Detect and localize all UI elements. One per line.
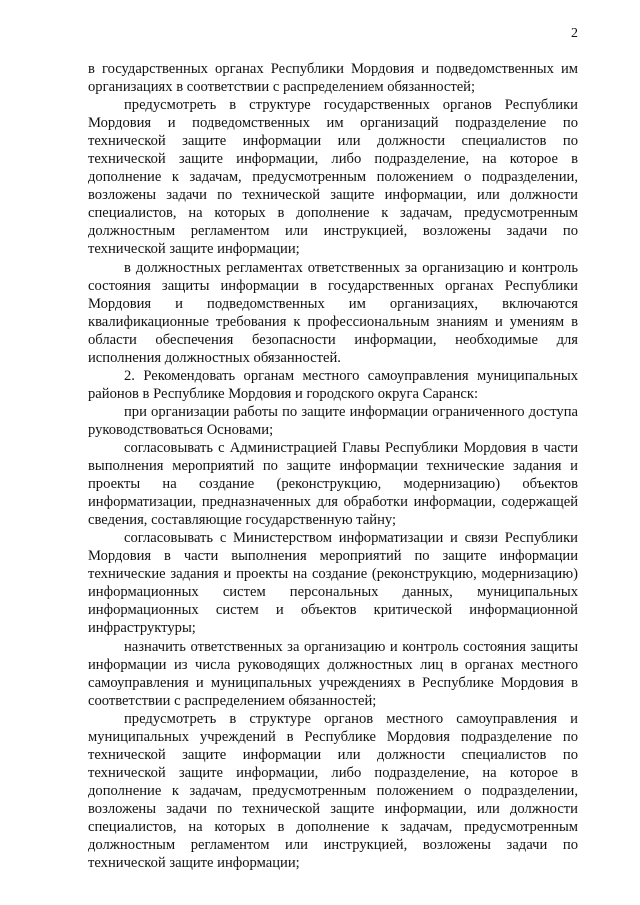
paragraph-structure-state-bodies: предусмотреть в структуре государственных органов Республики Мордовия и подведомственных им организаций подразделение по технической защите информации или должности специалистов по технической защите информации, либо подразделение, на которое в дополнение к задачам, предусмотренным положением о подразделении, возложены задачи по технической защите информации, или должности специалистов, на которых в дополнение к задачам, предусмотренным должностным регламентом или инструкцией, возложены задачи по технической защите информации; [88,97,578,258]
document-body [88,60,578,872]
paragraph-job-regulations: в должностных регламентах ответственных за организацию и контроль состояния защиты информации в государственных органах Республики Мордовия и подведомственных им организациях, включаются квалификационные требования к профессиональным знаниям и умениям в области обеспечения безопасности информации, необходимые для исполнения должностных обязанностей. [88,259,578,366]
paragraph-item-2: 2. Рекомендовать органам местного самоуправления муниципальных районов в Республике Мордовия и городского округа Саранск: [88,367,578,402]
paragraph-appoint-responsible: назначить ответственных за организацию и контроль состояния защиты информации из числа руководящих должностных лиц в органах местного самоуправления и муниципальных учреждениях в Республике Мордовия в соответствии с распределением обязанностей; [88,638,578,709]
paragraph-follow-basics: при организации работы по защите информации ограниченного доступа руководствоваться Основами; [88,403,578,438]
paragraph-agree-administration: согласовывать с Администрацией Главы Республики Мордовия в части выполнения мероприятий по защите информации технические задания и проекты на создание (реконструкцию, модернизацию) объектов информатизации, предназначенных для обработки информации, содержащей сведения, составляющие государственную тайну; [88,439,578,529]
paragraph-agree-ministry: согласовывать с Министерством информатизации и связи Республики Мордовия в части выполнения мероприятий по защите информации технические задания и проекты на создание (реконструкцию, модернизацию) информационных систем персональных данных, муниципальных информационных систем и объектов критической информационной инфраструктуры; [88,530,578,637]
page-number: 2 [571,26,578,41]
paragraph-continuation: в государственных органах Республики Мордовия и подведомственных им организациях в соответствии с распределением обязанностей; [88,61,578,96]
paragraph-structure-local-bodies: предусмотреть в структуре органов местного самоуправления и муниципальных учреждений в Республике Мордовия подразделение по технической защите информации или должности специалистов по технической защите информации, либо подразделение, на которое в дополнение к задачам, предусмотренным положением о подразделении, возложены задачи по технической защите информации, или должности специалистов, на которых в дополнение к задачам, предусмотренным должностным регламентом или инструкцией, возложены задачи по технической защите информации; [88,710,578,872]
